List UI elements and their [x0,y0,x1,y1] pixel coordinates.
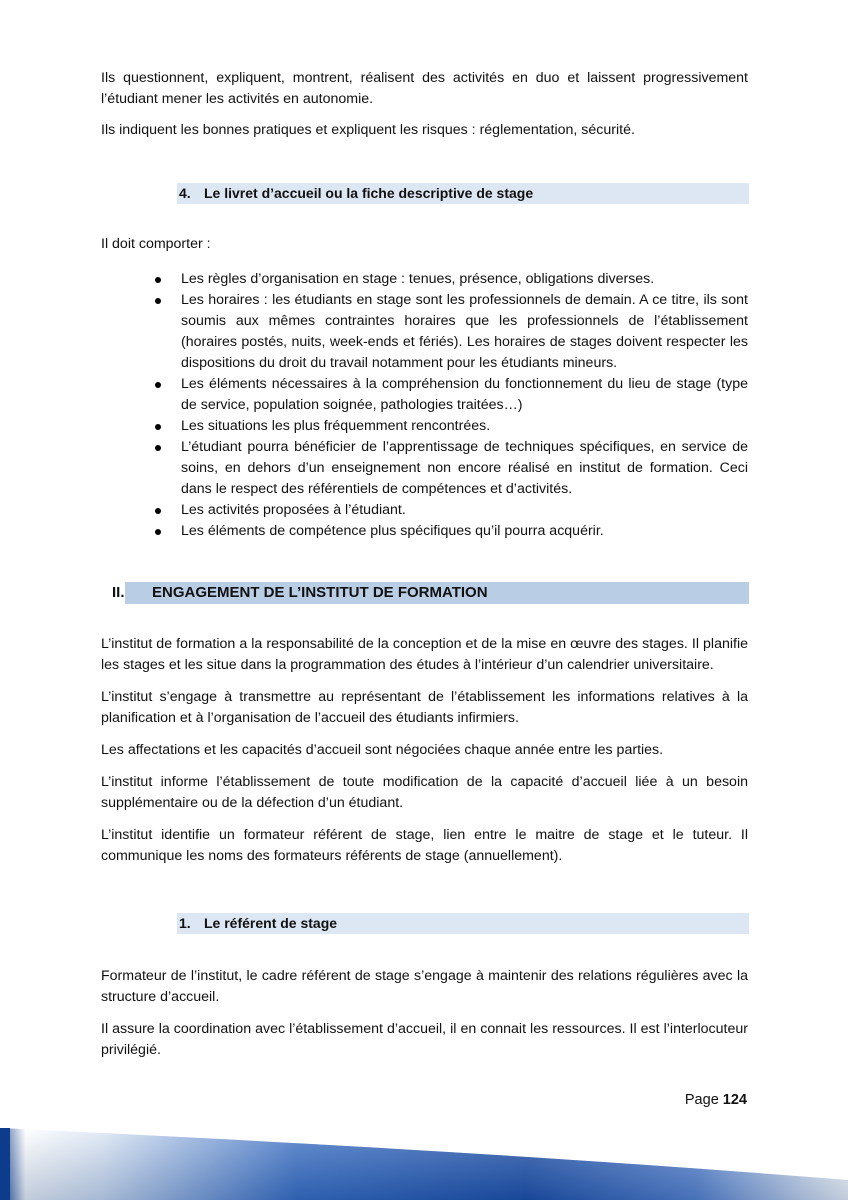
page-number-value: 124 [722,1092,747,1108]
bullet-dot-icon [155,298,161,304]
bullet-dot-icon [155,424,161,430]
list-item: L’étudiant pourra bénéficier de l’apprentissage de techniques spécifiques, en service de soins, en dehors d’un enseignement non encore réalisé en institut de formation. Ceci dans le respect des référentiels de compétences et d’activités. [101,437,748,500]
bullet-dot-icon [155,529,161,535]
bullet-dot-icon [155,508,161,514]
section-4-bullet-list [101,269,748,542]
page-content [101,68,748,1071]
page-label: Page [684,1092,719,1108]
section-4-title: Le livret d’accueil ou la fiche descriptive de stage [204,185,534,201]
section-1-heading [177,913,749,934]
section-1-number: 1. [179,915,191,931]
section-II-paragraph: L’institut informe l’établissement de toute modification de la capacité d’accueil liée à un besoin supplémentaire ou de la défection d’un étudiant. [101,774,748,811]
page-number [685,1092,747,1108]
section-II-paragraph: L’institut de formation a la responsabilité de la conception et de la mise en œuvre des stages. Il planifie les stages et les situe dans la programmation des études à l’intérieur d’un calendrier universitaire. [101,636,748,673]
list-item: Les règles d’organisation en stage : tenues, présence, obligations diverses. [101,269,748,290]
list-item: Les éléments de compétence plus spécifiques qu’il pourra acquérir. [101,521,748,542]
section-II-number: II. [112,584,125,601]
section-II-paragraph: Les affectations et les capacités d’accueil sont négociées chaque année entre les parties. [101,742,664,758]
section-1-paragraph: Il assure la coordination avec l’établissement d’accueil, il en connait les ressources. Il est l’interlocuteur privilégié. [101,1021,748,1058]
section-1-paragraph: Formateur de l’institut, le cadre référent de stage s’engage à maintenir des relations régulières avec la structure d’accueil. [101,968,748,1005]
list-item: Les situations les plus fréquemment rencontrées. [101,416,748,437]
section-4-number: 4. [179,185,191,201]
intro-paragraph-2: Ils indiquent les bonnes pratiques et expliquent les risques : réglementation, sécurité. [101,122,635,138]
section-II-title: ENGAGEMENT DE L’INSTITUT DE FORMATION [152,584,488,601]
bullet-dot-icon [155,382,161,388]
bullet-dot-icon [155,445,161,451]
list-item: Les horaires : les étudiants en stage sont les professionnels de demain. A ce titre, ils sont soumis aux mêmes contraintes horaires que les professionnels de l’établissement (horaires postés, nuits, week-ends et fériés). Les horaires de stages doivent respecter les dispositions du droit du travail notamment pour les étudiants mineurs. [101,290,748,374]
section-II-heading [101,582,748,604]
list-item: Les activités proposées à l’étudiant. [101,500,748,521]
section-1-title: Le référent de stage [204,915,338,931]
footer-decorative-band [0,1124,848,1200]
section-4-heading [177,183,749,204]
section-II-paragraph: L’institut s’engage à transmettre au représentant de l’établissement les informations relatives à la planification et à l’organisation de l’accueil des étudiants infirmiers. [101,689,748,726]
section-4-lead: Il doit comporter : [101,236,211,252]
section-II-paragraph: L’institut identifie un formateur référent de stage, lien entre le maitre de stage et le tuteur. Il communique les noms des formateurs référents de stage (annuellement). [101,827,748,864]
list-item: Les éléments nécessaires à la compréhension du fonctionnement du lieu de stage (type de service, population soignée, pathologies traitées…) [101,374,748,416]
bullet-dot-icon [155,277,161,283]
intro-paragraph-1: Ils questionnent, expliquent, montrent, réalisent des activités en duo et laissent progressivement l’étudiant mener les activités en autonomie. [101,70,748,107]
